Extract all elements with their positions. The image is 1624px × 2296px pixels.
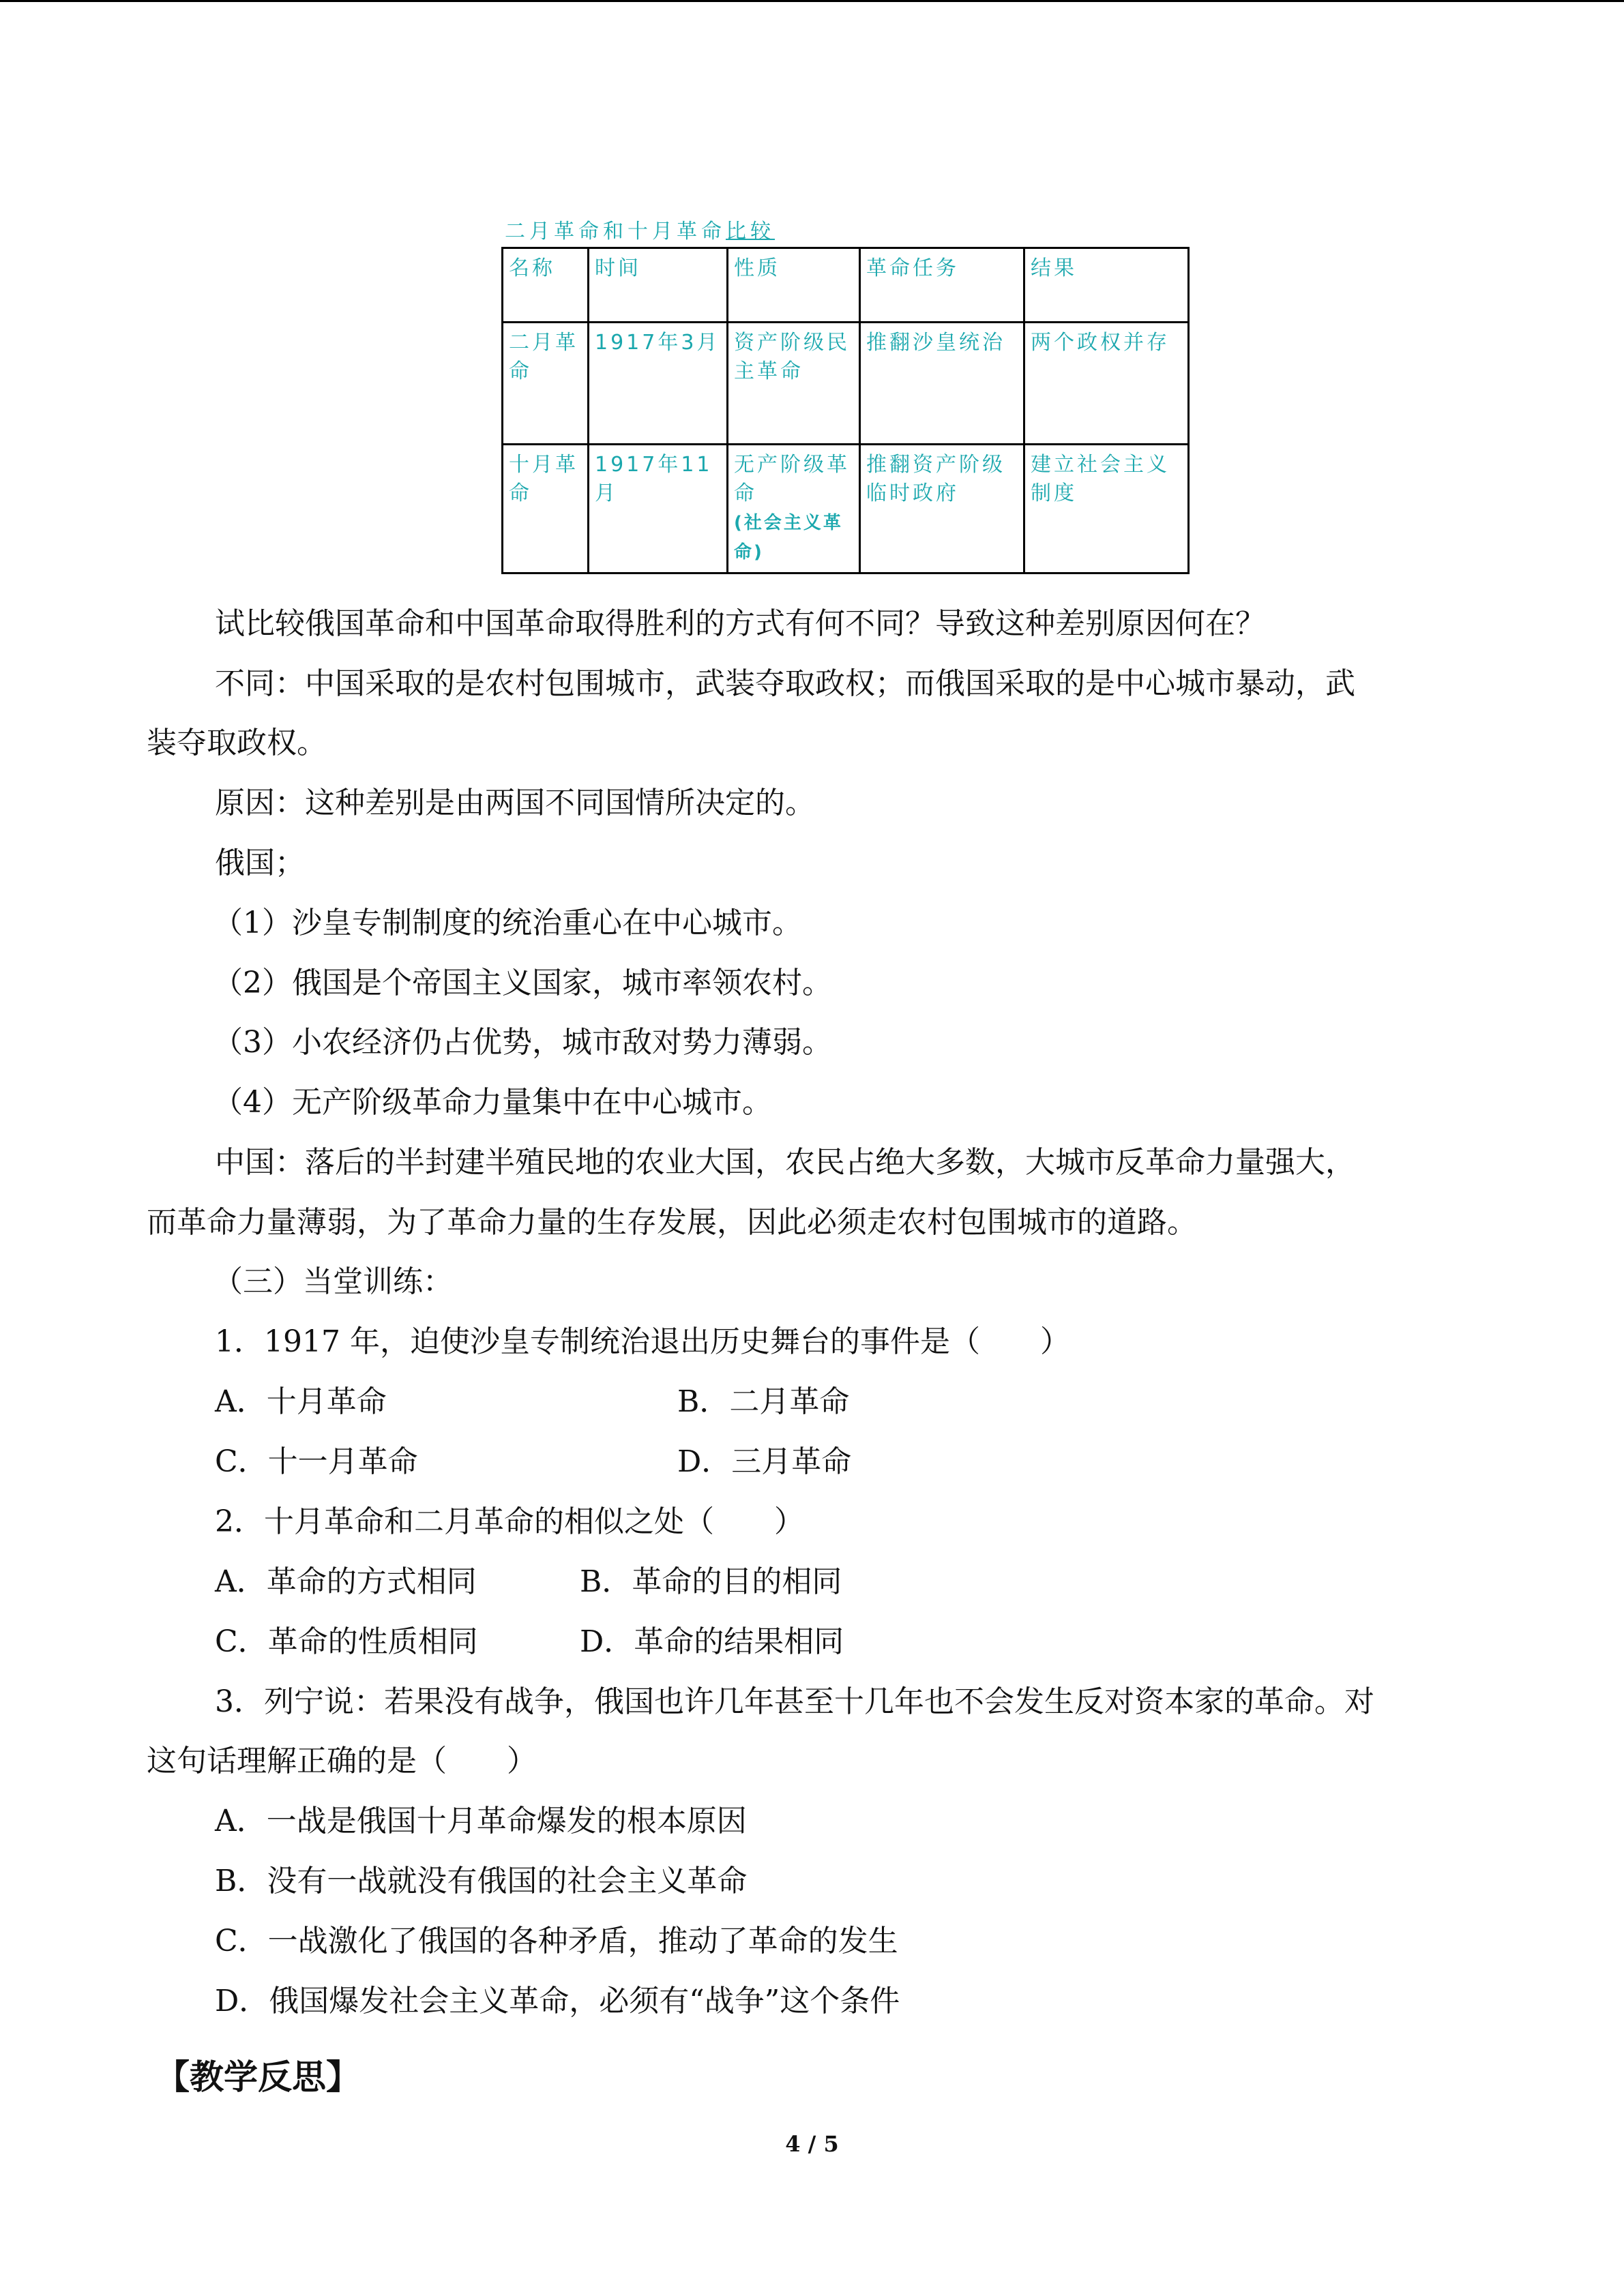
cell-result: 两个政权并存 [1024, 323, 1189, 445]
question-2: 2．十月革命和二月革命的相似之处（ ） [215, 1504, 804, 1539]
header-cell: 结果 [1024, 248, 1189, 323]
table-caption [505, 214, 775, 244]
q2-option-c: C．革命的性质相同 [215, 1624, 478, 1659]
cell-time: 1917年3月 [589, 323, 728, 445]
training-heading: （三）当堂训练： [213, 1264, 453, 1299]
reason-text: 原因：这种差别是由两国不同国情所决定的。 [215, 786, 815, 820]
cell-nature [728, 445, 860, 573]
russia-point-3: （3）小农经济仍占优势，城市敌对势力薄弱。 [213, 1025, 832, 1060]
q2-option-b: B．革命的目的相同 [580, 1564, 842, 1599]
q3-option-c: C．一战激化了俄国的各种矛盾，推动了革命的发生 [215, 1924, 898, 1958]
cell-nature: 资产阶级民主革命 [728, 323, 860, 445]
table-row [503, 323, 1189, 445]
question-comparison: 试比较俄国革命和中国革命取得胜利的方式有何不同？导致这种差别原因何在？ [215, 606, 1265, 641]
q1-option-c: C．十一月革命 [215, 1444, 418, 1479]
question-3-line-2: 这句话理解正确的是（ ） [147, 1744, 537, 1778]
cell-nature-note: (社会主义革命) [734, 513, 843, 563]
header-cell: 革命任务 [860, 248, 1024, 323]
difference-line-2: 装夺取政权。 [147, 726, 327, 760]
header-cell: 时间 [589, 248, 728, 323]
caption-underlined: 比较 [726, 220, 775, 243]
header-cell: 性质 [728, 248, 860, 323]
section-heading-reflection: 【教学反思】 [156, 2057, 360, 2097]
cell-result: 建立社会主义制度 [1024, 445, 1189, 573]
caption-main: 二月革命和十月革命 [505, 220, 726, 243]
question-1: 1．1917 年，迫使沙皇专制统治退出历史舞台的事件是（ ） [215, 1324, 1070, 1359]
q1-option-a: A．十月革命 [215, 1384, 387, 1419]
q2-option-a: A．革命的方式相同 [215, 1564, 477, 1599]
question-3-line-1: 3．列宁说：若果没有战争，俄国也许几年甚至十几年也不会发生反对资本家的革命。对 [215, 1684, 1374, 1719]
q1-option-d: D．三月革命 [677, 1444, 852, 1479]
cell-name: 二月革命 [503, 323, 589, 445]
page-number: 4 / 5 [785, 2131, 839, 2157]
comparison-table [501, 247, 1190, 574]
difference-line-1: 不同：中国采取的是农村包围城市，武装夺取政权；而俄国采取的是中心城市暴动，武 [215, 666, 1355, 701]
china-line-1: 中国：落后的半封建半殖民地的农业大国，农民占绝大多数，大城市反革命力量强大， [215, 1145, 1355, 1180]
cell-name: 十月革命 [503, 445, 589, 573]
cell-nature-text: 无产阶级革命 [734, 453, 850, 505]
cell-time: 1917年11月 [589, 445, 728, 573]
cell-task: 推翻沙皇统治 [860, 323, 1024, 445]
top-rule [0, 0, 1624, 2]
q3-option-a: A．一战是俄国十月革命爆发的根本原因 [215, 1804, 747, 1838]
russia-point-1: （1）沙皇专制制度的统治重心在中心城市。 [213, 906, 802, 940]
china-line-2: 而革命力量薄弱，为了革命力量的生存发展，因此必须走农村包围城市的道路。 [147, 1205, 1197, 1240]
russia-label: 俄国； [215, 846, 305, 880]
russia-point-2: （2）俄国是个帝国主义国家，城市率领农村。 [213, 966, 832, 1000]
q2-option-d: D．革命的结果相同 [580, 1624, 844, 1659]
russia-point-4: （4）无产阶级革命力量集中在中心城市。 [213, 1085, 772, 1120]
cell-task: 推翻资产阶级临时政府 [860, 445, 1024, 573]
q1-option-b: B．二月革命 [677, 1384, 850, 1419]
q3-option-b: B．没有一战就没有俄国的社会主义革命 [215, 1864, 748, 1898]
table-header-row [503, 248, 1189, 323]
q3-option-d: D．俄国爆发社会主义革命，必须有“战争”这个条件 [215, 1984, 900, 2018]
header-cell: 名称 [503, 248, 589, 323]
table-row [503, 445, 1189, 573]
